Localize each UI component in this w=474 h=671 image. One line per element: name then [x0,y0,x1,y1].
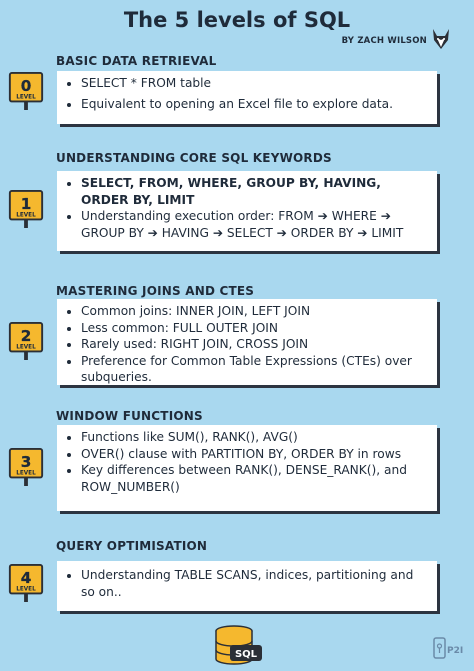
level-0-label: LEVEL [16,94,36,101]
section-title-level-1: UNDERSTANDING CORE SQL KEYWORDS [56,151,332,165]
level-0-number: 0 [20,77,32,95]
level-0-card [57,71,437,124]
list-item: • SELECT * FROM table [81,75,429,92]
list-item: • Common joins: INNER JOIN, LEFT JOIN [81,303,429,320]
level-4-card [57,561,437,611]
level-4-number: 4 [20,569,32,587]
list-item: • OVER() clause with PARTITION BY, ORDER BY in rows [81,446,429,463]
list-item: • Less common: FULL OUTER JOIN [81,320,429,337]
level-2-badge-icon [8,322,44,360]
level-0-badge-icon [8,72,44,110]
section-title-level-0: BASIC DATA RETRIEVAL [56,54,217,68]
level-3-card [57,425,437,511]
p2i-logo-icon [433,636,467,662]
section-title-level-3: WINDOW FUNCTIONS [56,409,203,423]
level-1-badge-icon [8,190,44,228]
level-2-card [57,299,437,385]
level-3-number: 3 [20,453,32,471]
list-item: • Key differences between RANK(), DENSE_RANK(), and ROW_NUMBER() [81,462,429,495]
level-4-badge-icon [8,564,44,602]
list-item: • Understanding execution order: FROM ➔ WHERE ➔ GROUP BY ➔ HAVING ➔ SELECT ➔ ORDER BY ➔ LIMIT [81,208,429,241]
section-title-level-4: QUERY OPTIMISATION [56,539,208,553]
list-item: • Understanding TABLE SCANS, indices, partitioning and so on.. [81,567,429,600]
level-3-badge-icon [8,448,44,486]
level-1-card [57,171,437,251]
level-1-label: LEVEL [16,212,36,219]
list-item: • Functions like SUM(), RANK(), AVG() [81,429,429,446]
level-2-number: 2 [20,327,32,345]
level-1-number: 1 [20,195,32,213]
list-item: • Equivalent to opening an Excel file to explore data. [81,96,429,113]
section-title-level-2: MASTERING JOINS AND CTES [56,284,255,298]
level-2-label: LEVEL [16,344,36,351]
page-title: The 5 levels of SQL [123,8,351,32]
level-4-label: LEVEL [16,586,36,593]
sql-label: SQL [234,649,258,660]
database-icon [212,625,264,667]
byline: BY ZACH WILSON [341,36,427,46]
list-item: • SELECT, FROM, WHERE, GROUP BY, HAVING, ORDER BY, LIMIT [81,175,429,208]
list-item: • Preference for Common Table Expressions (CTEs) over subqueries. [81,353,429,386]
brand-text: P2I [447,646,464,656]
wolf-logo-icon [430,28,452,50]
list-item: • Rarely used: RIGHT JOIN, CROSS JOIN [81,336,429,353]
level-3-label: LEVEL [16,470,36,477]
